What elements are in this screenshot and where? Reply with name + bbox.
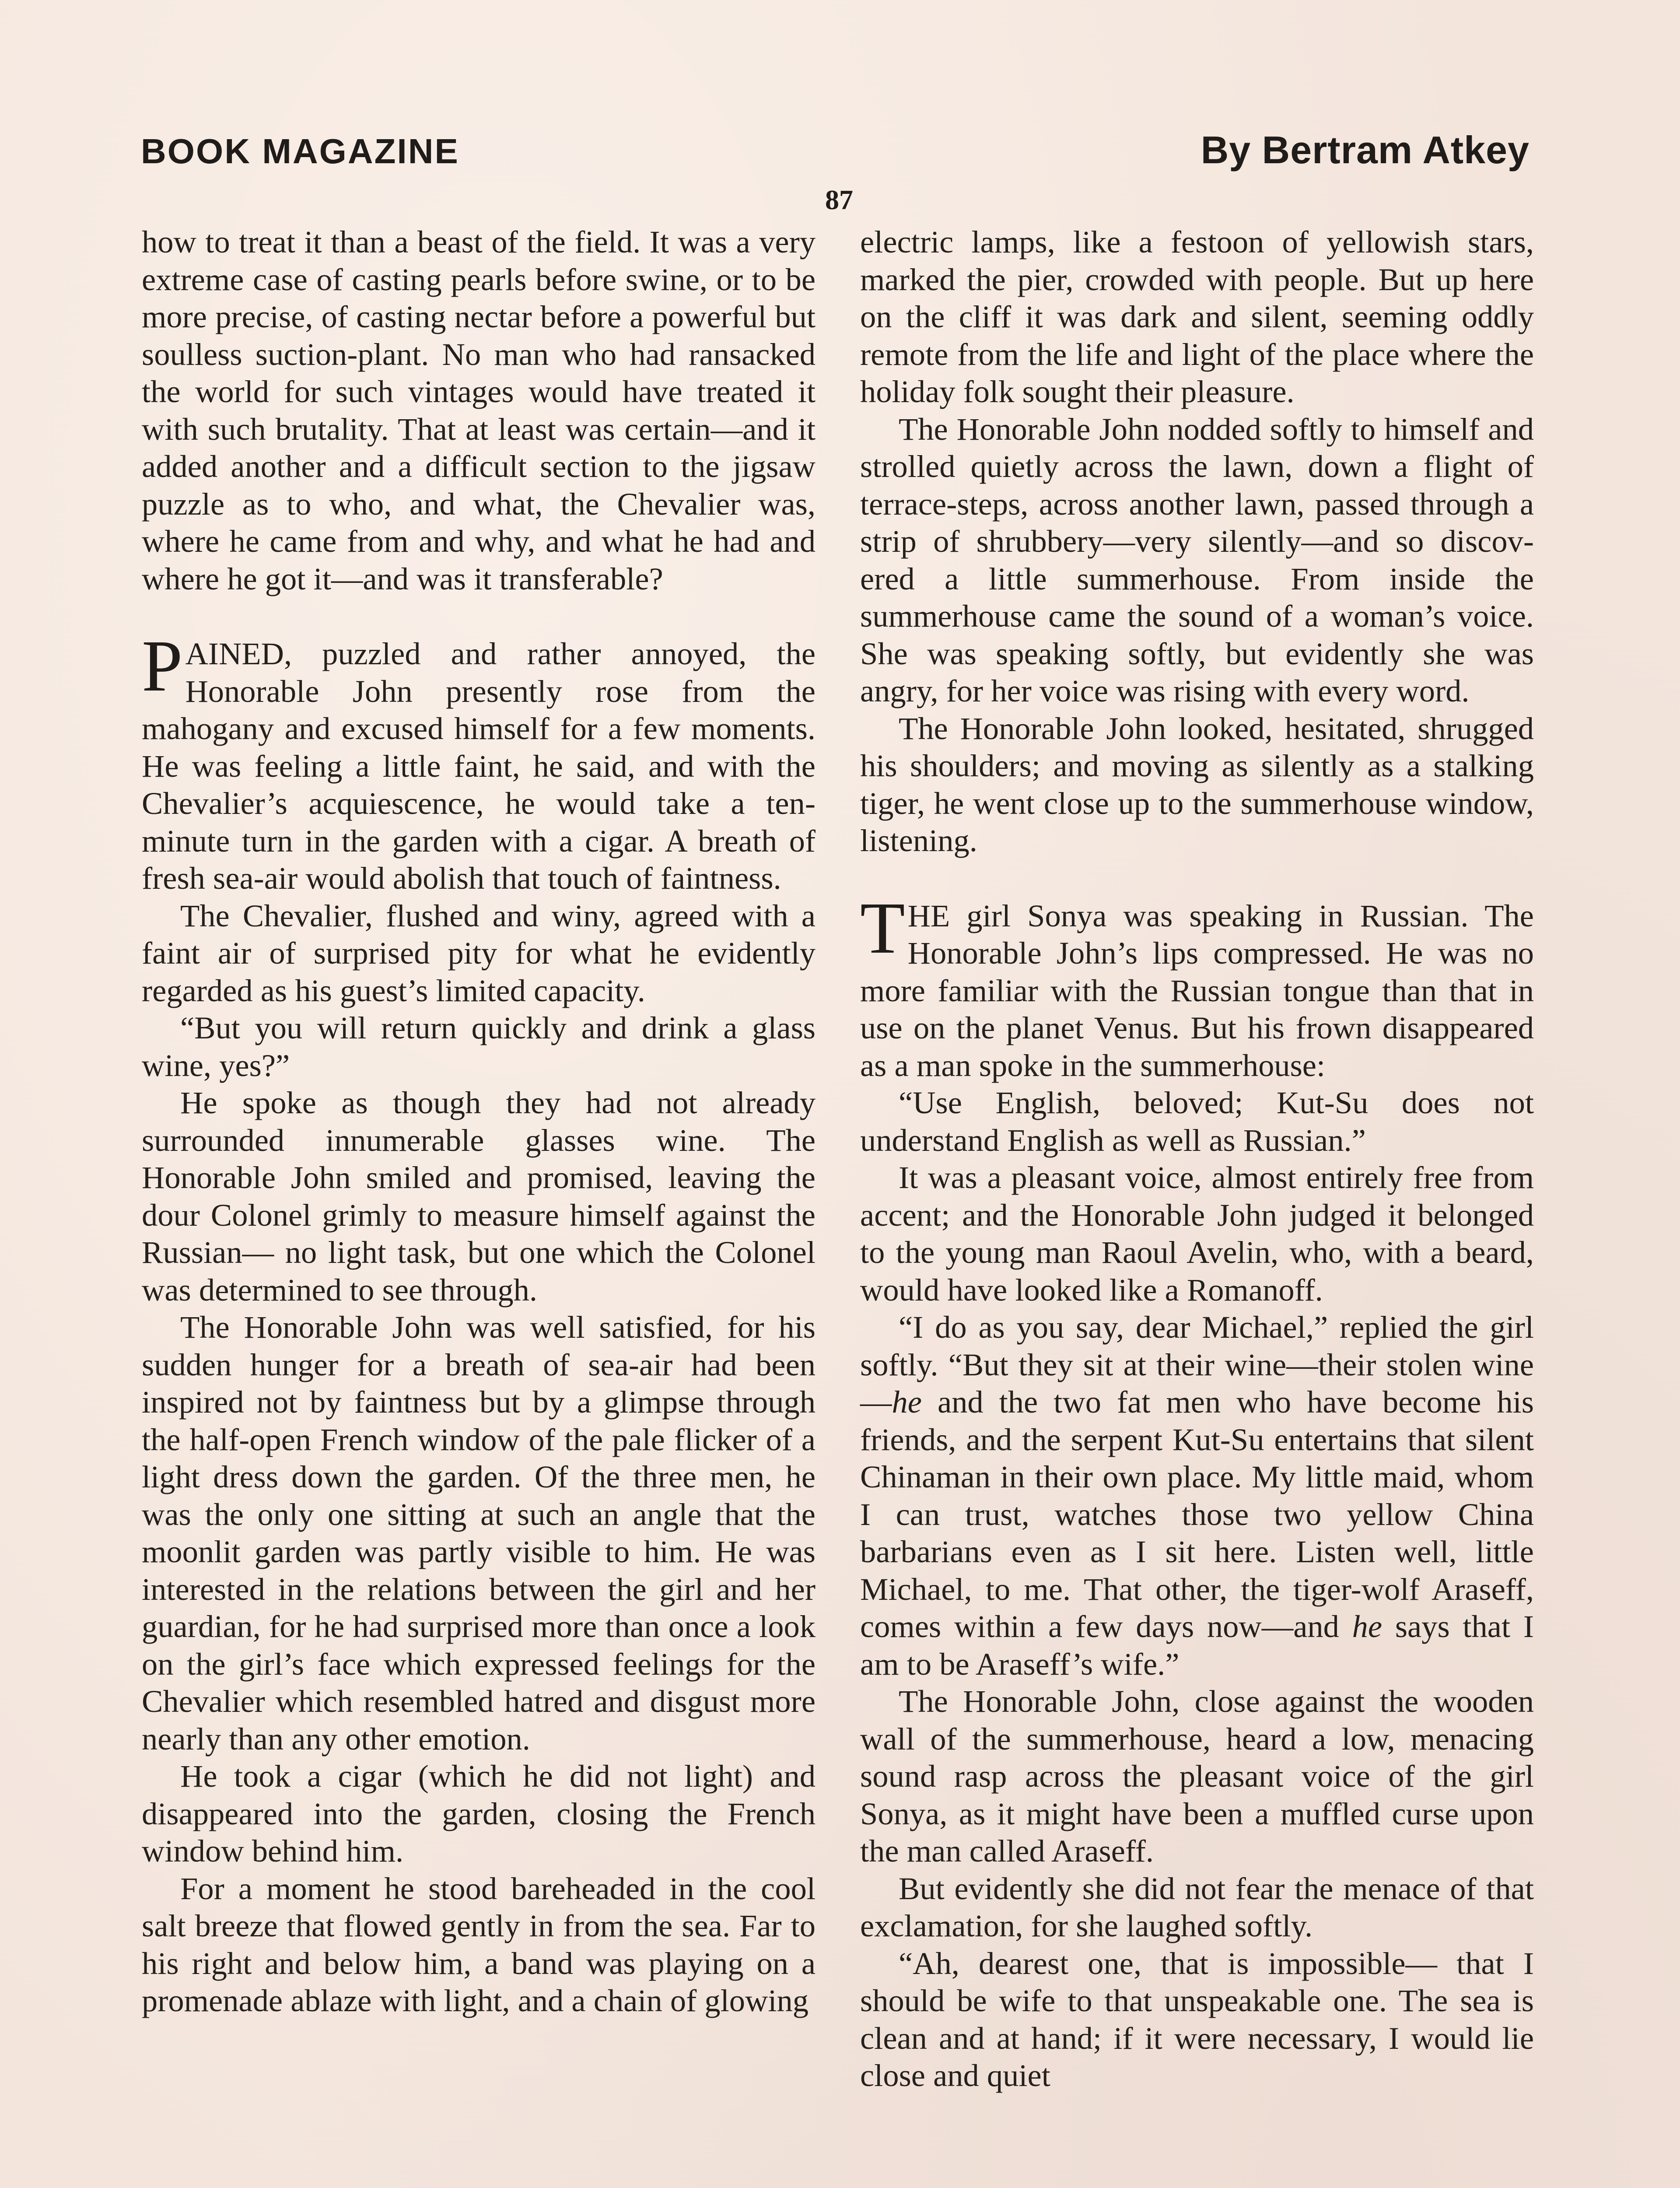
paragraph-text: AINED, puzzled and rather annoyed, the Honorable John presently rose from the mahogany and excused himself for a few moments. He was feeling a little faint, he said, and with the Chevalier’s acquiescence, he would take a ten-minute turn in the garden with a cigar. A breath of fresh sea-air would abolish that touch of faintness. [142,636,816,896]
paragraph: “But you will return quickly and drink a glass wine, yes?” [142,1010,816,1083]
paragraph: how to treat it than a beast of the field. It was a very extreme case of casting pearls before swine, or to be more precise, of casting nectar before a powerful but soulless suction-plant. No man who had ransacked the world for such vintages would have treated it with such brutality. That at least was certain—and it added another and a difficult section to the jigsaw puzzle as to who, and what, the Chevalier was, where he came from and why, and what he had and where he got it—and was it transferable? [142,224,816,596]
paragraph: electric lamps, like a festoon of yellowish stars, marked the pier, crowded with people. But up here on the cliff it was dark and silent, seeming oddly remote from the life and light of the place where the holiday folk sought their pleasure. [860,224,1534,409]
author-byline: By Bertram Atkey [1200,128,1530,172]
section-paragraph [860,887,1534,1084]
drop-cap: P [142,625,183,707]
left-column [142,223,816,2020]
paragraph: He took a cigar (which he did not light) and disappeared into the garden, closing the French window behind him. [142,1758,816,1869]
paragraph: “Ah, dearest one, that is impossible— that I should be wife to that unspeakable one. The sea is clean and at hand; if it were necessary, I would lie close and quiet [860,1945,1534,2093]
paragraph: The Honorable John was well satisfied, for his sudden hunger for a breath of sea-air had been inspired not by faintness but by a glimpse through the half-open French window of the pale flicker of a light dress down the garden. Of the three men, he was the only one sitting at such an angle that the moonlit garden was partly visible to him. He was interested in the relations between the girl and her guardian, for he had surprised more than once a look on the girl’s face which expressed feelings for the Chevalier which resembled hatred and disgust more nearly than any other emotion. [142,1309,816,1757]
paragraph-text: and the two fat men who have become his friends, and the serpent Kut-Su entertains that silent Chinaman in their own place. My little maid, whom I can trust, watches those two yellow China barbarians even as I sit here. Listen well, little Michael, to me. That other, the tiger-wolf Araseff, comes within a few days now—and [860,1384,1534,1644]
paragraph [860,1308,1534,1683]
paragraph: He spoke as though they had not already surrounded innumerable glasses wine. The Honorable John smiled and promised, leaving the dour Colonel grimly to measure himself against the Russian— no light task, but one which the Colonel was determined to see through. [142,1085,816,1308]
paragraph: The Honorable John nodded softly to himself and strolled quietly across the lawn, down a flight of terrace-steps, across another lawn, passed through a strip of shrubbery—very silently—and so discovered a little summerhouse. From inside the summerhouse came the sound of a woman’s voice. She was speaking softly, but evidently she was angry, for her voice was rising with every word. [860,411,1534,708]
paragraph: For a moment he stood bareheaded in the cool salt breeze that flowed gently in from the sea. Far to his right and below him, a band was playing on a promenade ablaze with light, and a chain of glowing [142,1870,816,2018]
paragraph: “Use English, beloved; Kut-Su does not understand English as well as Russian.” [860,1085,1534,1158]
paragraph: But evidently she did not fear the menace of that exclamation, for she laughed softly. [860,1870,1534,1943]
paragraph: The Honorable John, close against the wooden wall of the summerhouse, heard a low, menacing sound rasp across the pleasant voice of the girl Sonya, as it might have been a muffled curse upon the man called Araseff. [860,1683,1534,1869]
paragraph-text: HE girl Sonya was speaking in Russian. The Honorable John’s lips compressed. He was no more familiar with the Russian tongue than that in use on the planet Venus. But his frown disappeared as a man spoke in the summerhouse: [860,898,1534,1083]
paragraph: The Chevalier, flushed and winy, agreed with a faint air of surprised pity for what he evidently regarded as his guest’s limited capacity. [142,898,816,1008]
italic-emphasis: he [1352,1609,1382,1644]
page-number: 87 [825,184,853,215]
drop-cap: T [860,887,905,969]
paragraph-text: says that I am to be Araseff’s wife.” [860,1609,1534,1682]
section-paragraph [142,625,816,897]
magazine-title: BOOK MAGAZINE [141,132,459,171]
italic-emphasis: he [892,1384,922,1420]
paragraph-text: “I do as you say, dear Michael,” replied the girl softly. “But they sit at their wine—their stolen wine— [860,1309,1534,1420]
paragraph: The Honorable John looked, hesitated, shrugged his shoulders; and moving as silently as a stalking tiger, he went close up to the summerhouse window, listening. [860,710,1534,858]
paragraph: It was a pleasant voice, almost entirely free from accent; and the Honorable John judged it belonged to the young man Raoul Avelin, who, with a beard, would have looked like a Romanoff. [860,1160,1534,1308]
right-column [860,223,1534,2094]
